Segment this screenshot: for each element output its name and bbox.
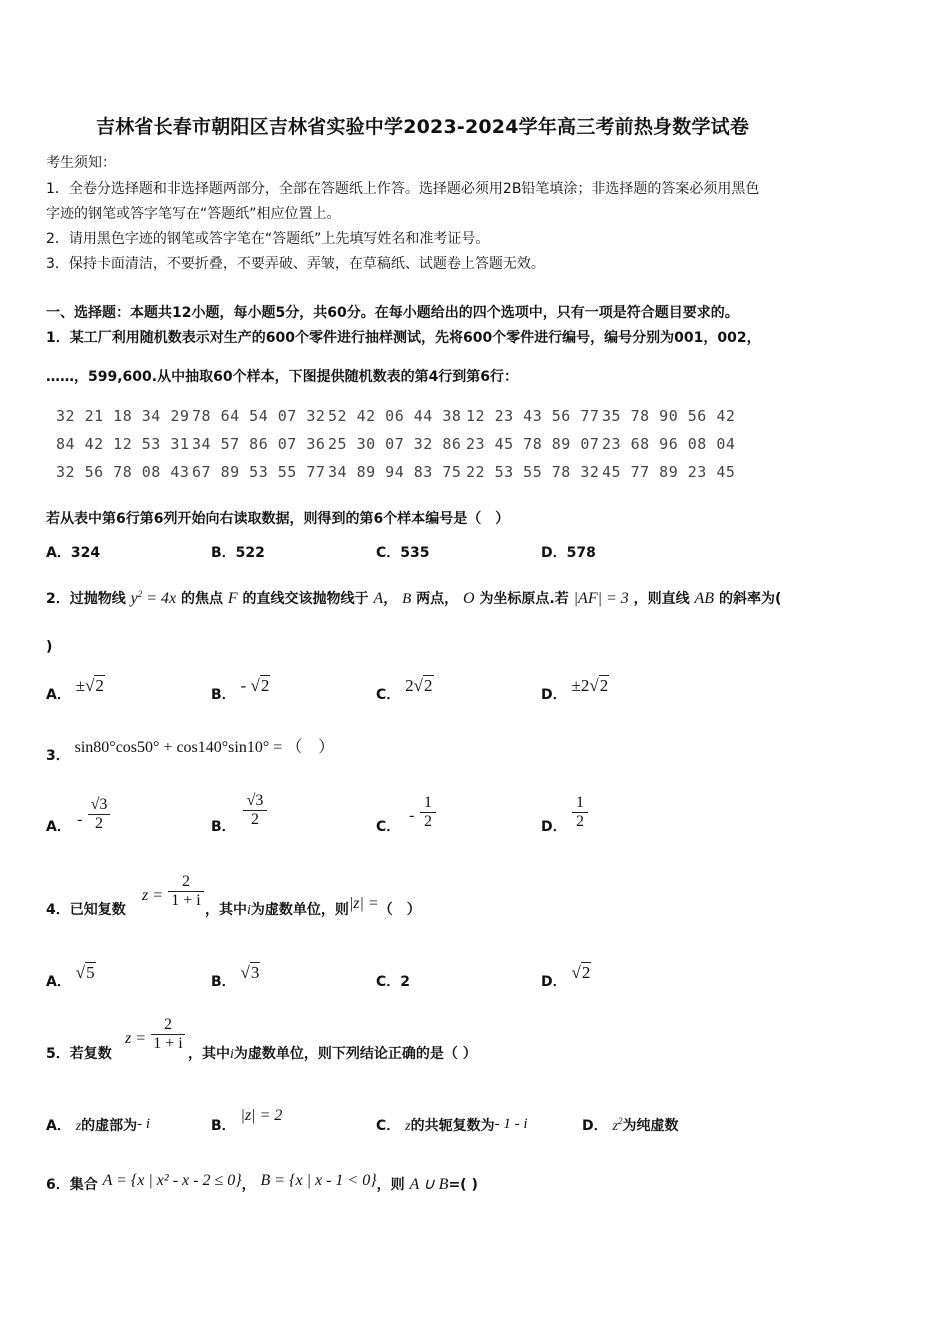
notice-line-1: 1．全卷分选择题和非选择题两部分，全部在答题纸上作答。选择题必须用2B铅笔填涂；非选择题的答案必须用黑色 bbox=[46, 181, 760, 197]
rn-r0-c4: 35 78 90 56 42 bbox=[602, 407, 736, 425]
rn-r2-c4: 45 77 89 23 45 bbox=[602, 463, 736, 481]
q5-label: 5．若复数 bbox=[46, 1046, 112, 1062]
q4-z: z = bbox=[142, 887, 164, 904]
q4-fraction: 2 1 + i bbox=[168, 873, 204, 910]
q1-option-c[interactable]: C．535 bbox=[376, 545, 430, 561]
q2-option-b[interactable]: B． - √2 bbox=[211, 676, 270, 703]
section-heading: 一、选择题：本题共12小题，每小题5分，共60分。在每小题给出的四个选项中，只有一项是符合题目要求的。 bbox=[46, 305, 739, 321]
exam-title: 吉林省长春市朝阳区吉林省实验中学2023-2024学年高三考前热身数学试卷 bbox=[96, 116, 750, 138]
q3-stem: 3． sin80°cos50° + cos140°sin10° = （ ） bbox=[46, 739, 335, 764]
rn-r0-c0: 32 21 18 34 29 bbox=[56, 407, 190, 425]
q4-option-d[interactable]: D． √2 bbox=[541, 963, 591, 990]
q4-option-c[interactable]: C．2 bbox=[376, 974, 411, 990]
q5-option-a[interactable]: A． z的虚部为- i bbox=[46, 1116, 151, 1134]
notice-line-1b: 字迹的钢笔或答字笔写在“答题纸”相应位置上。 bbox=[46, 206, 341, 222]
q5-fraction: 2 1 + i bbox=[151, 1016, 185, 1053]
q4-label: 4．已知复数 bbox=[46, 902, 126, 918]
q3-option-b-fraction: √3 2 bbox=[243, 792, 267, 829]
notice-heading: 考生须知： bbox=[46, 155, 116, 171]
q1-line-2: ……，599,600.从中抽取60个样本，下图提供随机数表的第4行到第6行： bbox=[46, 369, 519, 385]
q2-option-c[interactable]: C． 2√2 bbox=[376, 676, 433, 703]
q3-option-d-fraction: 1 2 bbox=[572, 794, 588, 831]
q5-option-b[interactable]: B． |z| = 2 bbox=[211, 1107, 283, 1134]
q2-option-a[interactable]: A． ±√2 bbox=[46, 676, 104, 703]
q2-stem: 2．过抛物线 $y^2 = 4x$ 的焦点 F 的直线交该抛物线于 A， B 两点， O 为坐标原点.若 |AF| = 3 ，则直线 AB 的斜率为( bbox=[46, 589, 782, 607]
q2-option-d[interactable]: D． ±2√2 bbox=[541, 676, 609, 703]
q2-close-paren: ) bbox=[46, 639, 53, 655]
rn-r0-c1: 78 64 54 07 32 bbox=[192, 407, 326, 425]
rn-r2-c0: 32 56 78 08 43 bbox=[56, 463, 190, 481]
q3-option-d[interactable]: D． bbox=[541, 819, 567, 835]
rn-r2-c2: 34 89 94 83 75 bbox=[328, 463, 462, 481]
rn-r1-c0: 84 42 12 53 31 bbox=[56, 435, 190, 453]
q5-option-c[interactable]: C． z的共轭复数为- 1 - i bbox=[376, 1116, 528, 1134]
rn-r0-c2: 52 42 06 44 38 bbox=[328, 407, 462, 425]
q3-option-c[interactable]: C． bbox=[376, 819, 401, 835]
q3-option-b[interactable]: B． bbox=[211, 819, 236, 835]
q3-option-c-fraction: 1 2 bbox=[420, 794, 436, 831]
notice-line-3: 3．保持卡面清洁，不要折叠，不要弄破、弄皱，在草稿纸、试题卷上答题无效。 bbox=[46, 256, 545, 272]
q3-option-a[interactable]: A． bbox=[46, 819, 71, 835]
q3-option-a-sign: - bbox=[77, 811, 83, 828]
rn-r1-c2: 25 30 07 32 86 bbox=[328, 435, 462, 453]
q3-option-a-fraction: √3 2 bbox=[88, 796, 110, 833]
rn-r1-c4: 23 68 96 08 04 bbox=[602, 435, 736, 453]
q1-line-1: 1．某工厂利用随机数表示对生产的600个零件进行抽样测试，先将600个零件进行编号，编号分别为001，002， bbox=[46, 330, 761, 346]
q6-stem: 6．集合 A = {x | x² - x - 2 ≤ 0}， B = {x | x - 1 < 0}，则 A ∪ B=( ) bbox=[46, 1172, 478, 1193]
notice-line-2: 2．请用黑色字迹的钢笔或答字笔在“答题纸”上先填写姓名和准考证号。 bbox=[46, 231, 490, 247]
q5-option-d[interactable]: D． $z^2$为纯虚数 bbox=[582, 1116, 679, 1134]
q5-z: z = bbox=[125, 1030, 147, 1047]
q3-option-c-sign: - bbox=[409, 807, 415, 824]
q4-rest: ，其中i为虚数单位，则|z| =（ ） bbox=[205, 895, 421, 918]
rn-r0-c3: 12 23 43 56 77 bbox=[466, 407, 600, 425]
q4-option-b[interactable]: B． √3 bbox=[211, 963, 260, 990]
q1-option-b[interactable]: B．522 bbox=[211, 545, 265, 561]
rn-r1-c1: 34 57 86 07 36 bbox=[192, 435, 326, 453]
rn-r2-c3: 22 53 55 78 32 bbox=[466, 463, 600, 481]
q1-option-d[interactable]: D．578 bbox=[541, 545, 596, 561]
q5-rest: ，其中i为虚数单位，则下列结论正确的是（ ） bbox=[188, 1046, 477, 1062]
rn-r1-c3: 23 45 78 89 07 bbox=[466, 435, 600, 453]
q1-question: 若从表中第6行第6列开始向右读取数据，则得到的第6个样本编号是（ ） bbox=[46, 511, 510, 527]
rn-r2-c1: 67 89 53 55 77 bbox=[192, 463, 326, 481]
q1-option-a[interactable]: A．324 bbox=[46, 545, 101, 561]
q4-option-a[interactable]: A． √5 bbox=[46, 963, 95, 990]
